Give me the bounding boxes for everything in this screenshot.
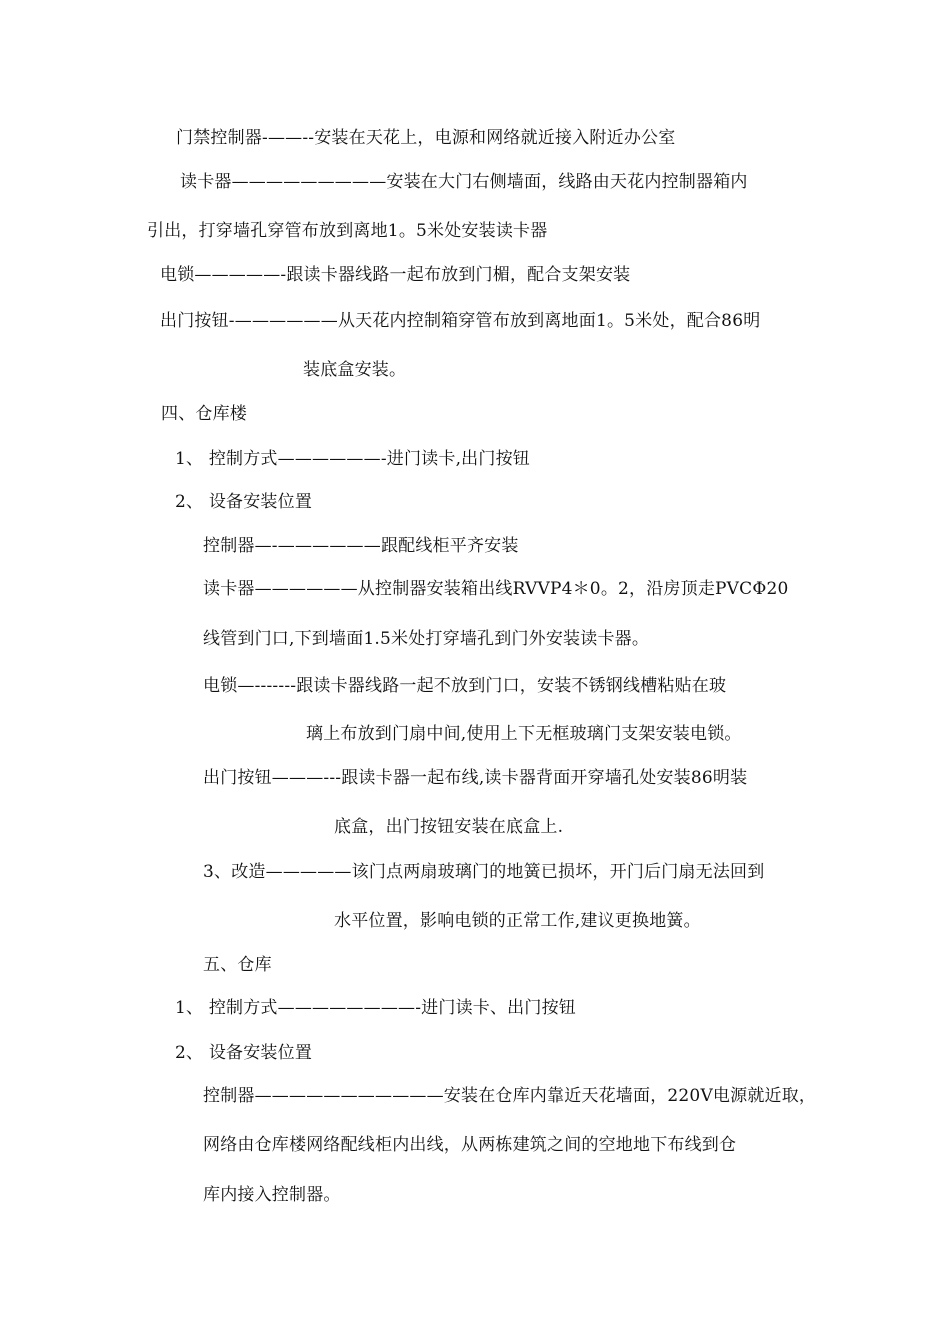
text-line-install-location-2: 2、 设备安装位置: [175, 1043, 313, 1063]
text-line-control-mode-2: 1、 控制方式————————-进门读卡、出门按钮: [175, 998, 576, 1018]
text-line-lock-wiring-cont: 璃上布放到门扇中间,使用上下无框玻璃门支架安装电锁。: [306, 724, 742, 744]
section-heading-warehouse-building: 四、仓库楼: [161, 404, 247, 424]
text-line-install-location: 2、 设备安装位置: [175, 492, 313, 512]
text-line-renovation: 3、改造—————该门点两扇玻璃门的地簧已损坏，开门后门扇无法回到: [203, 862, 765, 882]
text-line-controller-2-cont-2: 库内接入控制器。: [203, 1185, 341, 1205]
text-line-exit-button-wiring-cont: 底盒，出门按钮安装在底盒上.: [334, 817, 564, 837]
text-line-reader-wiring-cont: 线管到门口,下到墙面1.5米处打穿墙孔到门外安装读卡器。: [203, 629, 650, 649]
text-line-controller-2-cont: 网络由仓库楼网络配线柜内出线，从两栋建筑之间的空地地下布线到仓: [203, 1135, 737, 1155]
text-line-controller-2: 控制器———————————安装在仓库内靠近天花墙面，220V电源就近取，: [203, 1086, 817, 1106]
text-line-lock-wiring: 电锁—-------跟读卡器线路一起不放到门口，安装不锈钢线槽粘贴在玻: [203, 676, 727, 696]
text-line-exit-button: 出门按钮-——————从天花内控制箱穿管布放到离地面1。5米处，配合86明: [160, 311, 761, 331]
text-line-control-mode: 1、 控制方式——————-进门读卡,出门按钮: [175, 449, 530, 469]
text-line-electric-lock: 电锁—————-跟读卡器线路一起布放到门楣，配合支架安装: [160, 265, 631, 285]
text-line-exit-button-wiring: 出门按钮———---跟读卡器一起布线,读卡器背面开穿墙孔处安装86明装: [203, 768, 748, 788]
section-heading-warehouse: 五、仓库: [203, 955, 272, 975]
text-line-card-reader: 读卡器—————————安装在大门右侧墙面，线路由天花内控制器箱内: [180, 172, 748, 192]
text-line-reader-wiring: 读卡器——————从控制器安装箱出线RVVP4＊0。2，沿房顶走PVCΦ20: [203, 579, 789, 599]
text-line-access-controller: 门禁控制器-——--安装在天花上，电源和网络就近接入附近办公室: [176, 128, 676, 148]
text-line-card-reader-cont: 引出，打穿墙孔穿管布放到离地1。5米处安装读卡器: [147, 221, 548, 241]
text-line-exit-button-cont: 装底盒安装。: [303, 360, 407, 380]
text-line-controller: 控制器—-——————跟配线柜平齐安装: [203, 536, 519, 556]
text-line-renovation-cont: 水平位置，影响电锁的正常工作,建议更换地簧。: [334, 911, 701, 931]
